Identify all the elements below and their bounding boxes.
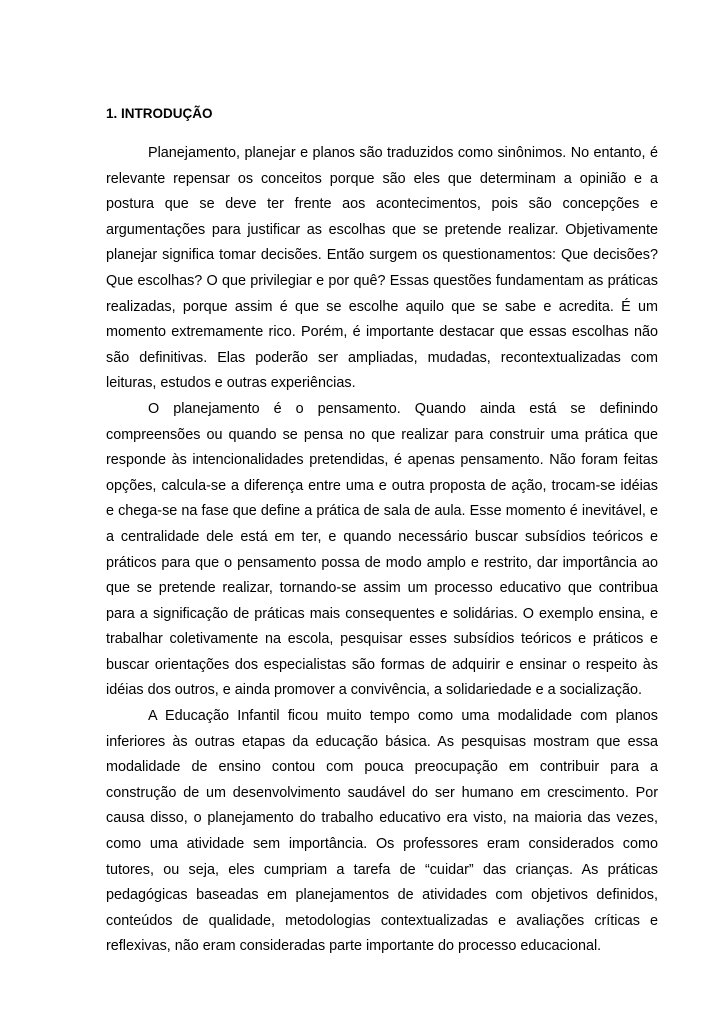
paragraph-3: A Educação Infantil ficou muito tempo como uma modalidade com planos inferiores às outras etapas da educação básica. As pesquisas mostram que essa modalidade de ensino contou com pouca preocupação em contribuir para a construção de um desenvolvimento saudável do ser humano em crescimento. Por causa disso, o planejamento do trabalho educativo era visto, na maioria das vezes, como uma atividade sem importância. Os professores eram considerados como tutores, ou seja, eles cumpriam a tarefa de “cuidar” das crianças. As práticas pedagógicas baseadas em planejamentos de atividades com objetivos definidos, conteúdos de qualidade, metodologias contextualizadas e avaliações críticas e reflexivas, não eram consideradas parte importante do processo educacional. <box>106 708 658 955</box>
document-body <box>106 104 658 960</box>
section-heading: 1. INTRODUÇÃO <box>106 106 213 121</box>
paragraph-2: O planejamento é o pensamento. Quando ainda está se definindo compreensões ou quando se pensa no que realizar para construir uma prática que responde às intencionalidades pretendidas, é apenas pensamento. Não foram feitas opções, calcula-se a diferença entre uma e outra proposta de ação, trocam-se idéias e chega-se na fase que define a prática de sala de aula. Esse momento é inevitável, e a centralidade dele está em ter, e quando necessário buscar subsídios teóricos e práticos para que o pensamento possa de modo amplo e restrito, dar importância ao que se pretende realizar, tornando-se assim um processo educativo que contribua para a significação de práticas mais consequentes e solidárias. O exemplo ensina, e trabalhar coletivamente na escola, pesquisar esses subsídios teóricos e práticos e buscar orientações dos especialistas são formas de adquirir e ensinar o respeito às idéias dos outros, e ainda promover a convivência, a solidariedade e a socialização. <box>106 400 658 699</box>
paragraph-1: Planejamento, planejar e planos são traduzidos como sinônimos. No entanto, é relevante repensar os conceitos porque são eles que determinam a opinião e a postura que se deve ter frente aos acontecimentos, pois são concepções e argumentações para justificar as escolhas que se pretende realizar. Objetivamente planejar significa tomar decisões. Então surgem os questionamentos: Que decisões? Que escolhas? O que privilegiar e por quê? Essas questões fundamentam as práticas realizadas, porque assim é que se escolhe aquilo que se sabe e acredita. É um momento extremamente rico. Porém, é importante destacar que essas escolhas não são definitivas. Elas poderão ser ampliadas, mudadas, recontextualizadas com leituras, estudos e outras experiências. <box>106 145 658 392</box>
